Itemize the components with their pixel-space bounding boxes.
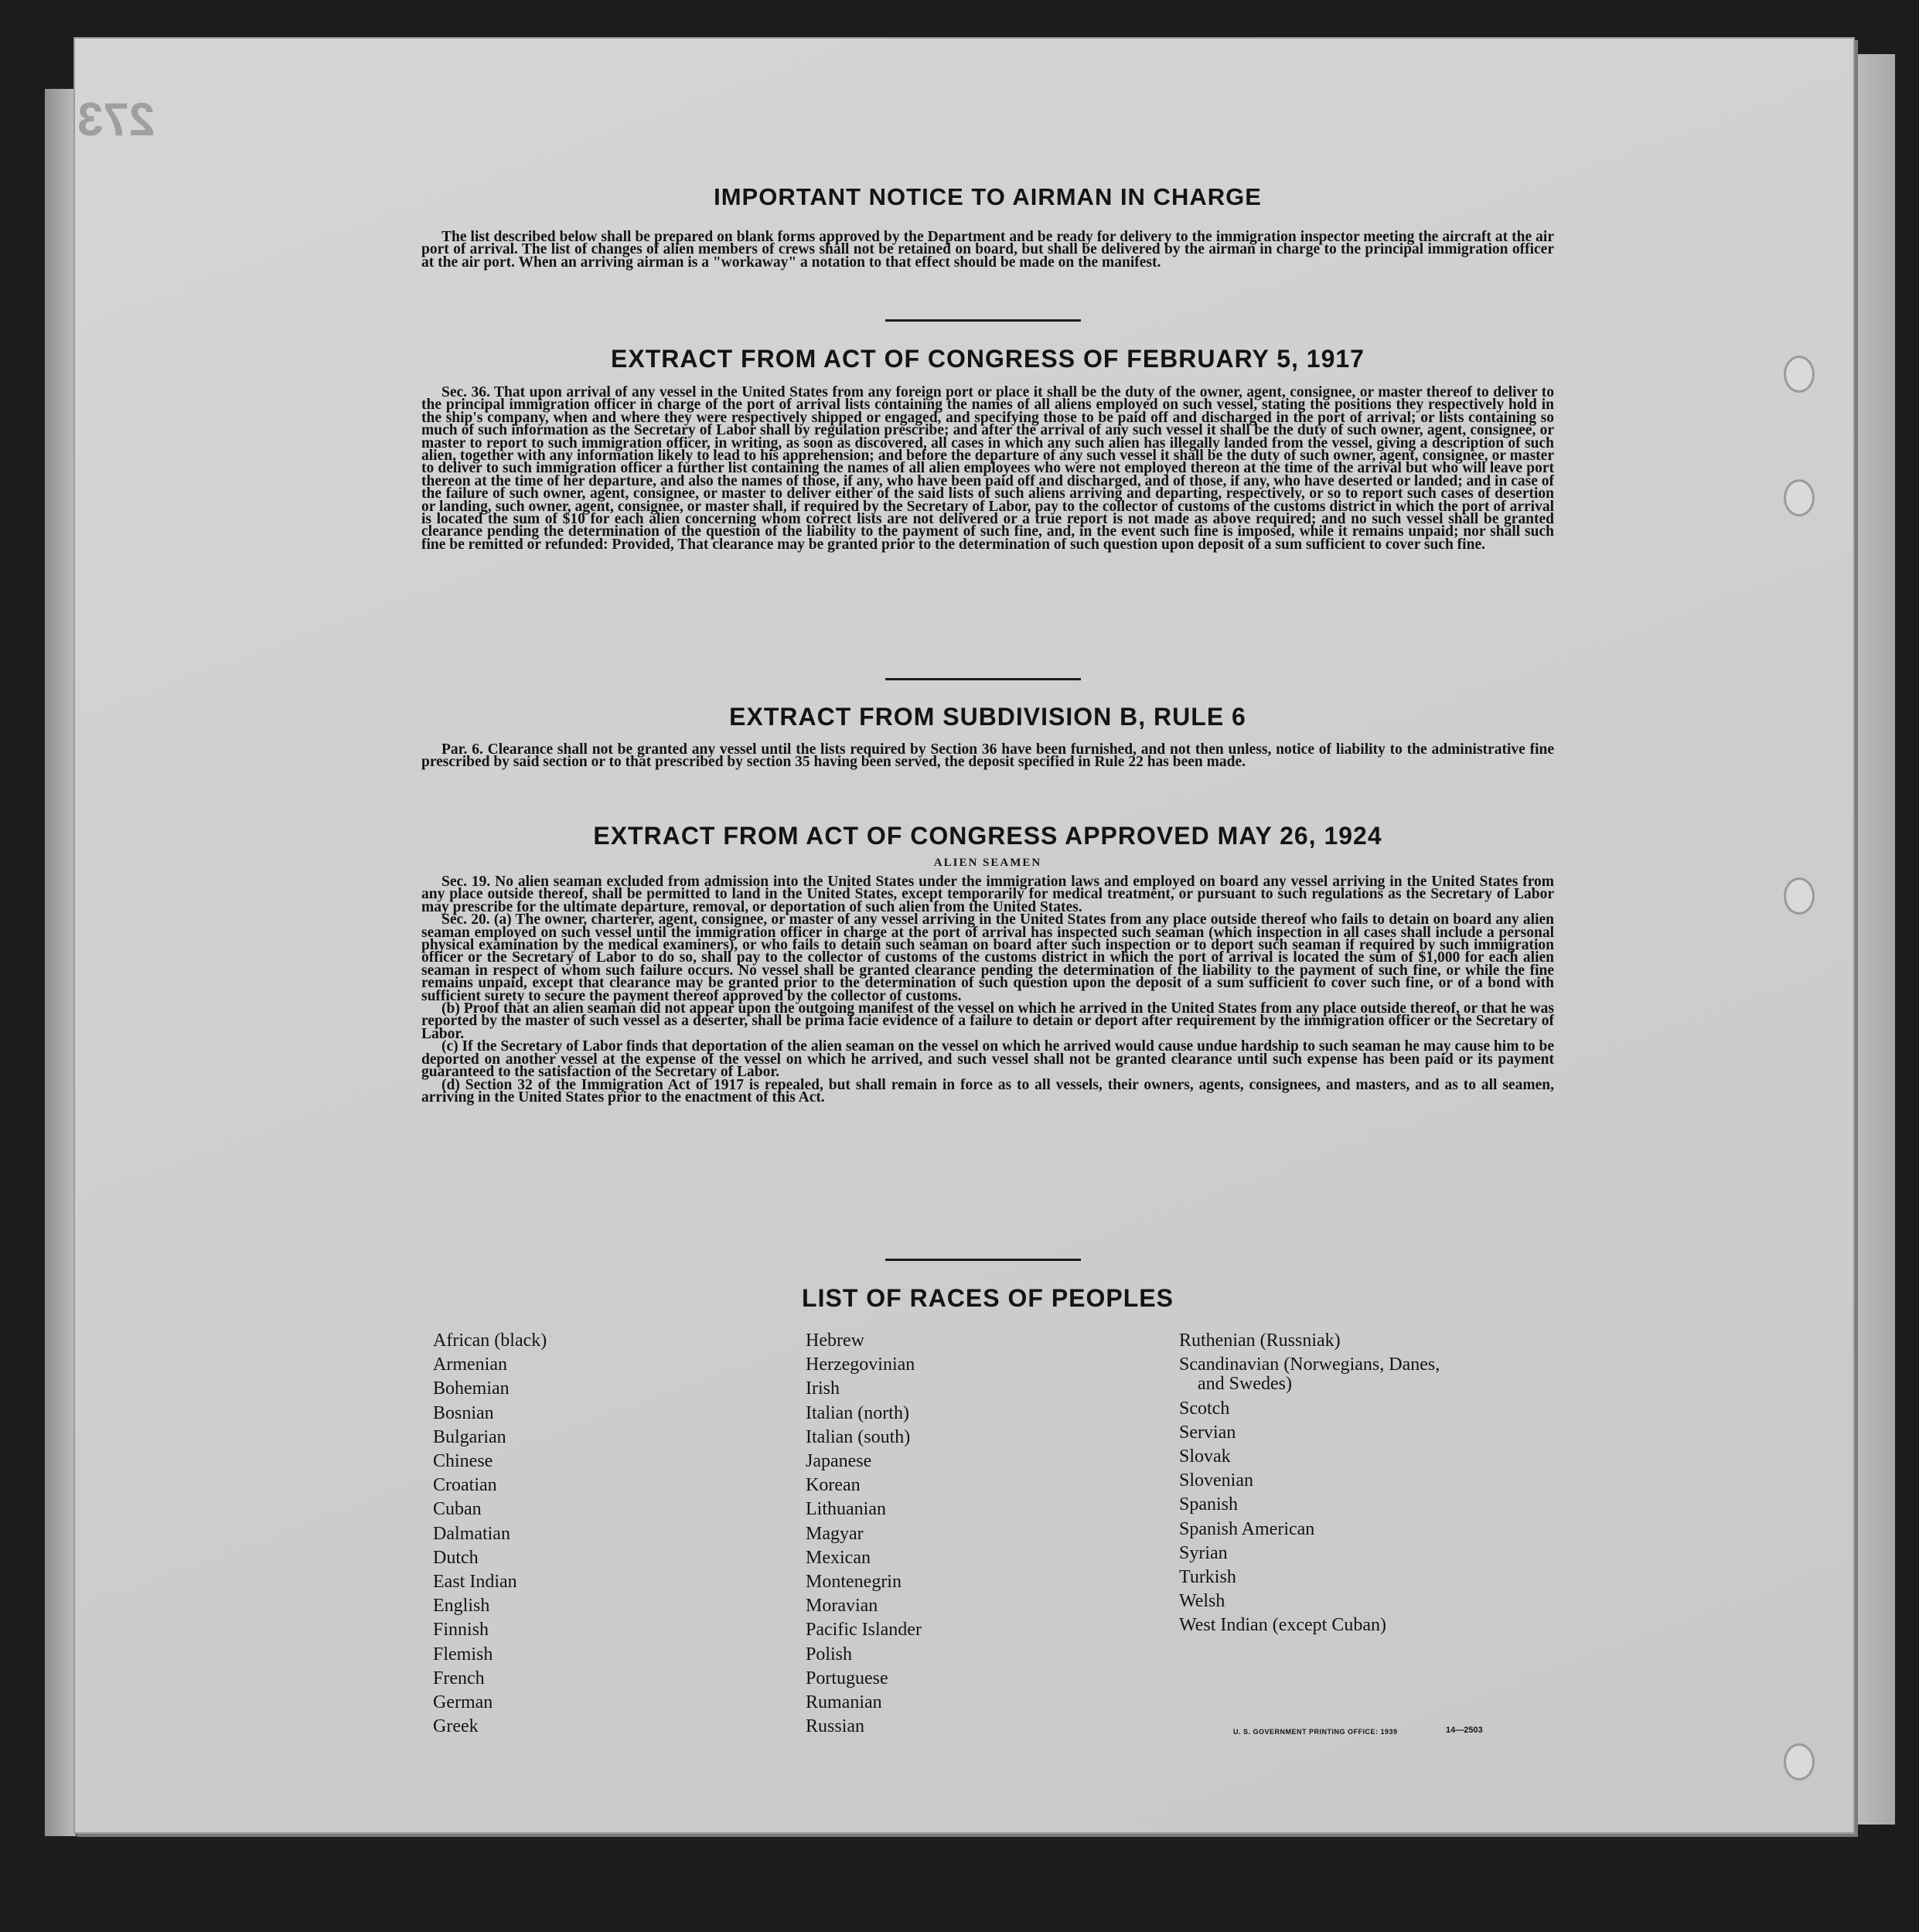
punch-hole bbox=[1784, 877, 1815, 915]
back-page-edge-right bbox=[1852, 54, 1895, 1825]
race-item: Portuguese bbox=[806, 1668, 888, 1688]
punch-hole bbox=[1784, 479, 1815, 516]
race-item: English bbox=[433, 1596, 490, 1617]
races-column-1 bbox=[433, 1329, 547, 1739]
race-item: Japanese bbox=[806, 1451, 872, 1472]
races-title: LIST OF RACES OF PEOPLES bbox=[802, 1284, 1174, 1312]
race-item: Bohemian bbox=[433, 1378, 510, 1399]
race-item: Slovak bbox=[1179, 1446, 1231, 1467]
rule-6-title: EXTRACT FROM SUBDIVISION B, RULE 6 bbox=[729, 703, 1246, 731]
act-1917-section bbox=[421, 345, 1554, 551]
notice-paragraph: The list described below shall be prepared on blank forms approved by the Department and be ready for delivery to the immigration inspector meeting the aircraft at the air port of arrival. The list of changes of alien members of crews shall not be retained on board, but shall be delivered by the airman in charge to the principal immigration officer at the air port. When an arriving airman is a "workaway" a notation to that effect should be made on the manifest. bbox=[421, 229, 1554, 271]
race-item: Armenian bbox=[433, 1354, 507, 1375]
act-1924-section bbox=[421, 822, 1554, 1104]
race-item: West Indian (except Cuban) bbox=[1179, 1615, 1386, 1636]
race-item: Magyar bbox=[806, 1523, 864, 1544]
race-item: Bulgarian bbox=[433, 1426, 506, 1447]
race-item: Finnish bbox=[433, 1620, 489, 1641]
notice-title: IMPORTANT NOTICE TO AIRMAN IN CHARGE bbox=[714, 183, 1262, 210]
act-1917-text bbox=[421, 384, 1554, 553]
punch-hole bbox=[1784, 1743, 1815, 1780]
race-item: Flemish bbox=[433, 1644, 493, 1665]
act-1917-title: EXTRACT FROM ACT OF CONGRESS OF FEBRUARY 5, 1917 bbox=[611, 345, 1365, 373]
race-item: Italian (north) bbox=[806, 1402, 909, 1423]
bleed-through-page-number: 273 bbox=[77, 94, 155, 145]
race-item: Dutch bbox=[433, 1547, 479, 1568]
race-item: East Indian bbox=[433, 1572, 517, 1593]
act-1924-paragraph: Sec. 19. No alien seaman excluded from admission into the United States under the immigration laws and employed on board any vessel arriving in the United States from any place outside thereof, shall be permitted to land in the United States, except temporarily for medical treatment, or pursuant to such regulations as the Secretary of Labor may prescribe for the ultimate departure, removal, or deportation of such alien from the United States. bbox=[421, 874, 1554, 915]
act-1924-subtitle: ALIEN SEAMEN bbox=[933, 857, 1042, 869]
act-1924-text bbox=[421, 876, 1554, 1104]
races-column-2 bbox=[806, 1329, 922, 1739]
act-1924-paragraph: (c) If the Secretary of Labor finds that deportation of the alien seaman on the vessel on which he arrived would cause undue hardship to such seaman he may cause him to be deported on another vessel at the expense of the vessel on which he arrived, and such vessel shall not be granted clearance until such expense has been paid or its payment guaranteed to the satisfaction of the Secretary of Labor. bbox=[421, 1038, 1554, 1081]
race-item: German bbox=[433, 1692, 493, 1713]
race-item: Montenegrin bbox=[806, 1572, 902, 1593]
race-item: Irish bbox=[806, 1378, 840, 1399]
race-item: Slovenian bbox=[1179, 1470, 1253, 1491]
race-item: Lithuanian bbox=[806, 1499, 886, 1520]
race-item: Servian bbox=[1179, 1422, 1236, 1443]
form-number: 14—2503 bbox=[1446, 1726, 1483, 1735]
divider-rule bbox=[885, 678, 1081, 680]
race-item: Italian (south) bbox=[806, 1426, 911, 1447]
notice-section bbox=[421, 183, 1554, 269]
race-item: French bbox=[433, 1668, 485, 1688]
act-1917-paragraph: Sec. 36. That upon arrival of any vessel in the United States from any foreign port or place it shall be the duty of the owner, agent, consignee, or master thereof to deliver to the principal immigration officer in charge of the port of arrival lists containing the names of all aliens employed on such vessel, stating the positions they respectively hold in the ship's company, when and where they were respectively shipped or engaged, and specifying those to be paid off and discharged in the port of arrival; or lists containing so much of such information as the Secretary of Labor shall by regulation prescribe; and after the arrival of any such vessel it shall be the duty of such owner, agent, consignee, or master to report to such immigration officer, in writing, as soon as discovered, all cases in which any such alien has illegally landed from the vessel, giving a description of such alien, together with any information likely to lead to his apprehension; and before the departure of any such vessel it shall be the duty of such owner, agent, consignee, or master to deliver to such immigration officer a further list containing the names of all alien employees who were not employed thereon at the time of the arrival but who will leave port thereon at the time of her departure, and also the names of those, if any, who have been paid off and discharged, and of those, if any, who have deserted or landed; and in case of the failure of such owner, agent, consignee, or master to deliver either of the said lists of such aliens arriving and departing, respectively, or so to report such cases of desertion or landing, such owner, agent, consignee, or master shall, if required by the Secretary of Labor, pay to the collector of customs of the customs district in which the port of arrival is located the sum of $10 for each alien concerning whom correct lists are not delivered or a true report is not made as above required; and no such vessel shall be granted clearance pending the determination of the question of the liability to the payment of such fine, and, in the event such fine is imposed, while it remains unpaid; nor shall such fine be remitted or refunded: Provided, That clearance may be granted prior to the determination of such question upon deposit of a sum sufficient to cover such fine. bbox=[421, 384, 1554, 553]
divider-rule bbox=[885, 1259, 1081, 1261]
act-1924-paragraph: (b) Proof that an alien seaman did not appear upon the outgoing manifest of the vessel on which he arrived in the United States from any place outside thereof, or that he was reported by the master of such vessel as a deserter, shall be prima facie evidence of a failure to detain or deport after requirement by the immigration officer or the Secretary of Labor. bbox=[421, 1000, 1554, 1042]
rule-6-paragraph: Par. 6. Clearance shall not be granted any vessel until the lists required by Section 36 have been furnished, and not then unless, notice of liability to the administrative fine prescribed by said section or to that prescribed by section 35 having been served, the deposit specified in Rule 22 has been made. bbox=[421, 741, 1554, 771]
race-item: Russian bbox=[806, 1716, 865, 1737]
notice-text bbox=[421, 231, 1554, 269]
race-item: Welsh bbox=[1179, 1591, 1225, 1612]
rule-6-text bbox=[421, 741, 1554, 771]
race-item: Syrian bbox=[1179, 1542, 1228, 1563]
rule-6-section bbox=[421, 703, 1554, 769]
race-item: Ruthenian (Russniak) bbox=[1179, 1331, 1341, 1351]
race-item: Moravian bbox=[806, 1596, 878, 1617]
races-section bbox=[421, 1284, 1554, 1313]
race-item: Scotch bbox=[1179, 1398, 1230, 1419]
race-item: Chinese bbox=[433, 1451, 493, 1472]
race-item: Herzegovinian bbox=[806, 1354, 915, 1375]
race-item: African (black) bbox=[433, 1331, 547, 1351]
race-item: Croatian bbox=[433, 1475, 497, 1496]
race-item: Dalmatian bbox=[433, 1523, 510, 1544]
back-page-edge-left bbox=[45, 89, 76, 1836]
race-item: Spanish bbox=[1179, 1494, 1239, 1515]
act-1924-title: EXTRACT FROM ACT OF CONGRESS APPROVED MAY 26, 1924 bbox=[593, 822, 1382, 850]
act-1924-paragraph: (d) Section 32 of the Immigration Act of 1917 is repealed, but shall remain in force as to all vessels, their owners, agents, consignees, and masters, and as to all seamen, arriving in the United States prior to the enactment of this Act. bbox=[421, 1076, 1554, 1106]
race-item-continuation: and Swedes) bbox=[1198, 1374, 1292, 1395]
race-item: Hebrew bbox=[806, 1331, 864, 1351]
race-item: Scandinavian (Norwegians, Danes, bbox=[1179, 1354, 1440, 1375]
printing-office-imprint: U. S. GOVERNMENT PRINTING OFFICE: 1939 bbox=[1233, 1728, 1398, 1736]
punch-hole bbox=[1784, 356, 1815, 393]
race-item: Turkish bbox=[1179, 1567, 1236, 1588]
race-item: Pacific Islander bbox=[806, 1620, 922, 1641]
race-item: Korean bbox=[806, 1475, 861, 1496]
race-item: Cuban bbox=[433, 1499, 482, 1520]
race-item: Polish bbox=[806, 1644, 853, 1665]
race-item: Spanish American bbox=[1179, 1518, 1315, 1539]
divider-rule bbox=[885, 319, 1081, 322]
race-item: Mexican bbox=[806, 1547, 871, 1568]
race-item: Greek bbox=[433, 1716, 479, 1737]
races-column-3 bbox=[1179, 1329, 1440, 1638]
race-item: Rumanian bbox=[806, 1692, 882, 1713]
act-1924-paragraph: Sec. 20. (a) The owner, charterer, agent, consignee, or master of any vessel arriving in the United States from any place outside thereof who fails to detain on board any alien seaman employed on such vessel until the immigration officer in charge at the port of arrival has inspected such seaman (which inspection in all cases shall include a personal physical examination by the medical examiners), or who fails to detain such seaman on board after such inspection or to deport such seaman if required by such immigration officer or the Secretary of Labor to do so, shall pay to the collector of customs of the customs district in which the port of arrival is located the sum of $1,000 for each alien seaman in respect of whom such failure occurs. No vessel shall be granted clearance pending the determination of the liability to the payment of such fine, or while the fine remains unpaid, except that clearance may be granted prior to the determination of such question upon the deposit of a sum sufficient to cover such fine, or of a bond with sufficient surety to secure the payment thereof approved by the collector of customs. bbox=[421, 911, 1554, 1004]
race-item: Bosnian bbox=[433, 1402, 494, 1423]
